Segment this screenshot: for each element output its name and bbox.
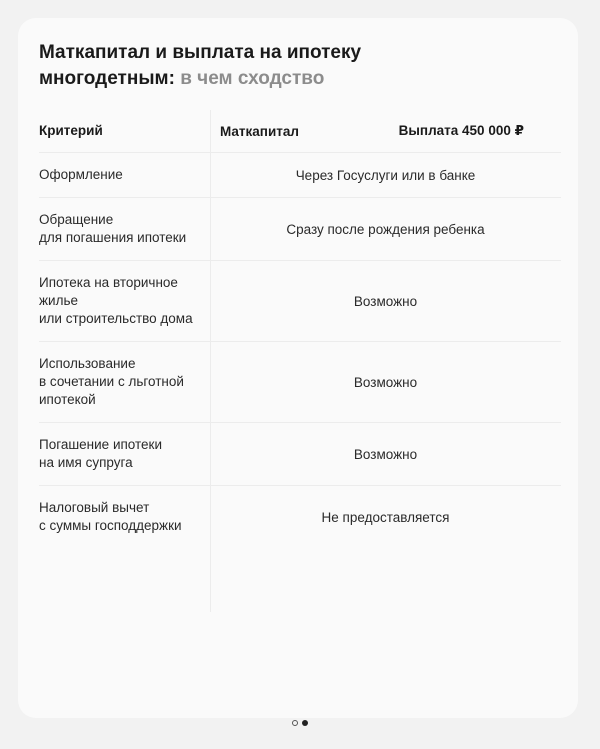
table-header-row bbox=[39, 110, 561, 153]
table-row bbox=[39, 198, 561, 261]
comparison-table bbox=[39, 110, 561, 552]
row-criterion: Оформление bbox=[39, 167, 123, 182]
row-value: Не предоставляется bbox=[321, 510, 450, 525]
row-criterion: Погашение ипотеки на имя супруга bbox=[39, 437, 162, 470]
column-divider bbox=[210, 110, 211, 152]
row-criterion: Обращение для погашения ипотеки bbox=[39, 212, 187, 245]
pagination-dot-1[interactable] bbox=[292, 720, 298, 726]
row-value: Возможно bbox=[353, 446, 418, 462]
column-divider bbox=[210, 486, 211, 612]
table-row bbox=[39, 153, 561, 198]
title-main: Маткапитал и выплата на ипотеку многодетным: bbox=[39, 42, 362, 89]
row-criterion: Ипотека на вторичное жилье или строительство дома bbox=[39, 275, 193, 326]
header-payment: Выплата 450 000 ₽ bbox=[398, 123, 524, 138]
header-criterion: Критерий bbox=[39, 123, 103, 138]
page-title bbox=[39, 40, 459, 92]
title-muted: в чем сходство bbox=[174, 68, 325, 89]
header-matcapital: Маткапитал bbox=[220, 123, 299, 139]
row-value: Возможно bbox=[353, 293, 418, 309]
table-row bbox=[39, 261, 561, 342]
row-value: Сразу после рождения ребенка bbox=[286, 221, 485, 237]
table-row bbox=[39, 423, 561, 486]
row-value: Возможно bbox=[353, 374, 418, 390]
table-row bbox=[39, 486, 561, 552]
pagination-dots bbox=[0, 720, 600, 726]
table-row bbox=[39, 342, 561, 423]
row-value: Через Госуслуги или в банке bbox=[295, 167, 476, 183]
row-criterion: Налоговый вычет с суммы господдержки bbox=[39, 500, 182, 533]
row-criterion: Использование в сочетании с льготной ипотекой bbox=[39, 356, 184, 407]
pagination-dot-2-active[interactable] bbox=[302, 720, 308, 726]
